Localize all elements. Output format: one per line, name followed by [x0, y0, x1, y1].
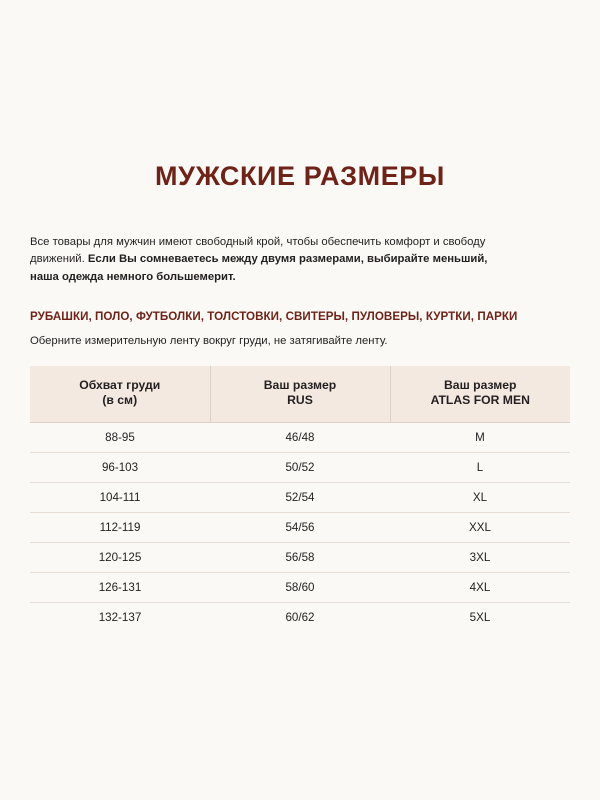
measuring-instruction: Оберните измерительную ленту вокруг груди, не затягивайте ленту.: [30, 334, 388, 347]
cell-atlas: M: [390, 423, 570, 453]
intro-line-1: Все товары для мужчин имеют свободный крой, чтобы обеспечить комфорт и свободу: [30, 235, 486, 248]
table-row: [30, 513, 570, 543]
column-header-rus-line1: Ваш размер: [263, 377, 337, 392]
cell-atlas: L: [390, 453, 570, 483]
intro-line-2-plain: движений.: [30, 253, 88, 266]
column-header-rus-line2: RUS: [287, 393, 313, 408]
cell-atlas: 5XL: [469, 611, 491, 624]
column-header-chest-line1: Обхват груди: [79, 377, 161, 392]
cell-atlas: XL: [390, 483, 570, 513]
table-head: [30, 366, 570, 423]
intro-line-3-bold: наша одежда немного большемерит.: [30, 270, 236, 283]
cell-rus: 58/60: [210, 573, 390, 603]
cell-chest: 120-125: [30, 543, 210, 573]
cell-atlas: 4XL: [390, 573, 570, 603]
table-row: [30, 543, 570, 573]
cell-chest: 112-119: [30, 513, 210, 543]
column-header-rus: [210, 366, 390, 423]
cell-rus: 60/62: [285, 611, 315, 624]
cell-chest: 88-95: [30, 423, 210, 453]
column-header-chest-line2: (в см): [102, 393, 138, 408]
column-header-chest: [30, 366, 210, 423]
category-heading: РУБАШКИ, ПОЛО, ФУТБОЛКИ, ТОЛСТОВКИ, СВИТЕРЫ, ПУЛОВЕРЫ, КУРТКИ, ПАРКИ: [30, 310, 518, 324]
size-table: [30, 366, 570, 632]
table-row: [30, 573, 570, 603]
cell-rus: 54/56: [210, 513, 390, 543]
cell-rus: 46/48: [210, 423, 390, 453]
column-header-atlas-line2: ATLAS FOR MEN: [430, 393, 530, 408]
table-row: [30, 483, 570, 513]
table-header-row: [30, 366, 570, 423]
cell-chest: 132-137: [98, 611, 142, 624]
cell-rus: 52/54: [210, 483, 390, 513]
cell-chest: 104-111: [30, 483, 210, 513]
cell-rus: 56/58: [210, 543, 390, 573]
page-title: МУЖСКИЕ РАЗМЕРЫ: [155, 161, 445, 191]
table-row: [30, 453, 570, 483]
cell-atlas: 3XL: [390, 543, 570, 573]
table-row: [30, 603, 570, 633]
column-header-atlas: [390, 366, 570, 423]
cell-chest: 126-131: [30, 573, 210, 603]
intro-line-2-bold: Если Вы сомневаетесь между двумя размерами, выбирайте меньший,: [87, 253, 488, 266]
intro-paragraph: [30, 234, 570, 287]
table-body: [30, 423, 570, 633]
cell-atlas: XXL: [390, 513, 570, 543]
cell-chest: 96-103: [30, 453, 210, 483]
column-header-atlas-line1: Ваш размер: [444, 377, 517, 392]
cell-rus: 50/52: [210, 453, 390, 483]
table-row: [30, 423, 570, 453]
